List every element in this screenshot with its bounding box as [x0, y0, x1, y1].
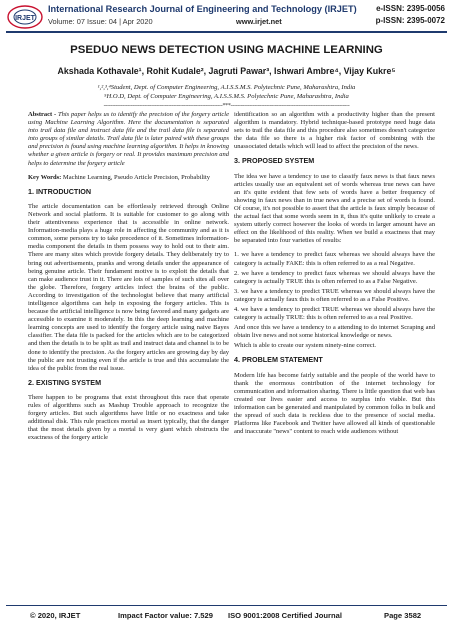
after-list-text: Which is able to create our system ninety-nine correct.	[234, 342, 377, 350]
proposed-system-text: The idea we have a tendency to use to classify faux news is that faux news articles usually use an equivalent set of words whereas true news can have an it's quite evident that few sets of words have a better frequency of showing in faux news than in true news and a precise set of words is found. Of course, it's not possible to assert that the article is faux simply because of the actual fact that some words seem in it, thus it's quite unlikely to create a system utterly correct however the looks of words in larger amount have an effect on the likelihood of this reality. When we build a exactness that may be separated into four varieties of results:	[234, 172, 435, 245]
p-issn: p-ISSN: 2395-0072	[375, 16, 445, 25]
logo-text: IRJET	[15, 15, 35, 22]
left-column	[28, 111, 229, 448]
abstract-text: This paper helps us to identify the precision of the forgery article using Machine Learning Algorithm. Here the documentation is separated into trail data file and instruct data file and the trail data file is separated into groups of similar details. Trail data file is later paired with these groups and precision is found using machine learning algorithm. It helps in knowing whether a given article is forgery or real. It provides maximum precision and helps to determine the forgery article	[28, 111, 229, 167]
section-heading-problem-statement: 4. PROBLEM STATEMENT	[234, 355, 323, 365]
keywords-label: Key Words:	[28, 173, 63, 181]
existing-system-text: There happen to be programs that exist throughout this race that operate rules of algorithms such as Mashup Trouble approach to recognize the forgery articles. But such algorithms have little or no exactness and take additional disk. This rule practices mortal as insert typically, that the danger that the most details given by a mortal is very giant which obstructs the exactness of the forgery article	[28, 393, 229, 442]
page-footer	[0, 611, 453, 627]
volume-issue: Volume: 07 Issue: 04 | Apr 2020	[48, 17, 153, 26]
footer-page-number: Page 3582	[384, 611, 422, 620]
footer-iso: ISO 9001:2008 Certified Journal	[228, 611, 342, 620]
list-item: 4. we have a tendency to predict TRUE whereas we should always have the category is actually TRUE: this is often referred to as a real Positive.	[234, 305, 435, 322]
journal-header	[0, 0, 453, 34]
keywords-text: Machine Learning, Pseudo Article Precision, Probability	[62, 173, 211, 181]
abstract-label: Abstract -	[28, 111, 58, 118]
e-issn: e-ISSN: 2395-0056	[376, 4, 445, 13]
introduction-text: The article documentation can be effortlessly retrieved through Online Network and social platform. It is suitable for customer to go along with their attentiveness experience that is accessible in online network. Information-media plays a huge role in affecting the community and as it is common, some persons try to take precedence of it. Sometimes information- media component the details in them possess way to hold out to their aim. There are many sites which provide forgery details. They deliberately try to bring out advertisements, pranks and wrong details under the appearance of being genuine article. Their fundament motive is to exploit the details that can make audience trust in it. There are lots of samples of such sites all over the globe. Therefore, forgery articles infect the brains of the public. According to investigation of the technologist believe that many artificial intelligence algorithms can help in exposing the forgery articles. This is because the artificial intelligence is now being favored and many gadgets are accessible to examine it moderately. In this the deep learning and machine learning concepts are used to identify the forgery article using naive Bayes classifier. The data file is packed for the articles which are to be categorized and then the details is to be split as trail and instruct data and channel is to be done to identify the precision. As the forgery articles are growing day by day the public are not trusting even if the article is true and this accumulate the idea of the public from the real issue.	[28, 202, 229, 372]
list-item: 3. we have a tendency to predict TRUE whereas we should always have the category is actually faux this is often referred to as a False Positive.	[234, 287, 435, 303]
paper-title: PSEDUO NEWS DETECTION USING MACHINE LEARNING	[70, 44, 383, 56]
irjet-logo-icon	[6, 4, 44, 30]
problem-statement-text: Modern life has become fairly suitable and the people of the world have to thank the enormous contribution of the internet technology for communication and information sharing. There is little question that web has created our lives easier and access to surplus info viable. But this information can be generated and manipulated by common folks in bulk and the spread of such data is reckless due to the presence of social media. Platforms like Facebook and Twitter have allowed all kinds of questionable and inaccurate "news" content to reach wide audiences without	[234, 371, 435, 436]
journal-name: International Research Journal of Engineering and Technology (IRJET)	[48, 4, 357, 14]
abstract	[28, 111, 229, 168]
right-column	[234, 111, 435, 442]
affiliation-hod: ⁵H.O.D, Dept. of Computer Engineering, A.I.S.S.M.S. Polytechnic Pune, Maharashtra, India	[104, 93, 349, 100]
footer-copyright: © 2020, IRJET	[30, 611, 81, 620]
footer-rule	[6, 605, 447, 606]
affiliation-students: ¹,²,³,⁴Student, Dept. of Computer Engineering, A.I.S.S.M.S. Polytechnic Pune, Maharashtra, India	[97, 84, 356, 91]
section-heading-proposed-system: 3. PROPOSED SYSTEM	[234, 156, 315, 166]
section-divider: ----------------------------------------------------------------------***----------------------------------------------------------------------	[103, 103, 350, 109]
after-list-text: And once this we have a tendency to a attending to do internet Scraping and obtain live news and not some historical knowledge or news.	[234, 324, 435, 340]
keywords	[28, 174, 229, 182]
section-heading-existing-system: 2. EXISTING SYSTEM	[28, 377, 102, 387]
list-item: 2. we have a tendency to predict faux whereas we should always have the category is actually TRUE this is often referred to as a False Negative.	[234, 269, 435, 285]
footer-impact-factor: Impact Factor value: 7.529	[118, 611, 213, 620]
paper-authors: Akshada Kothavale¹, Rohit Kudale², Jagruti Pawar³, Ishwari Ambre⁴, Vijay Kukre⁵	[57, 66, 396, 76]
journal-website[interactable]: www.irjet.net	[236, 17, 282, 26]
list-item: 1. we have a tendency to predict faux whereas we should always have the category is actually FAKE: this is often referred to as a real Negative.	[234, 251, 435, 267]
existing-system-continued: identification so an algorithm with a productivity higher than the present algorithm is mandatory. Hybrid technique-based prototype need huge data sets to trail the data file and this procedure also sometimes doesn't categorize the data file so there is a higher risk factor of combining with the unassociated details which will lead to affect the precision of the news.	[234, 111, 435, 151]
result-types-list	[234, 251, 435, 350]
section-heading-introduction: 1. INTRODUCTION	[28, 186, 92, 196]
header-rule	[6, 31, 447, 33]
